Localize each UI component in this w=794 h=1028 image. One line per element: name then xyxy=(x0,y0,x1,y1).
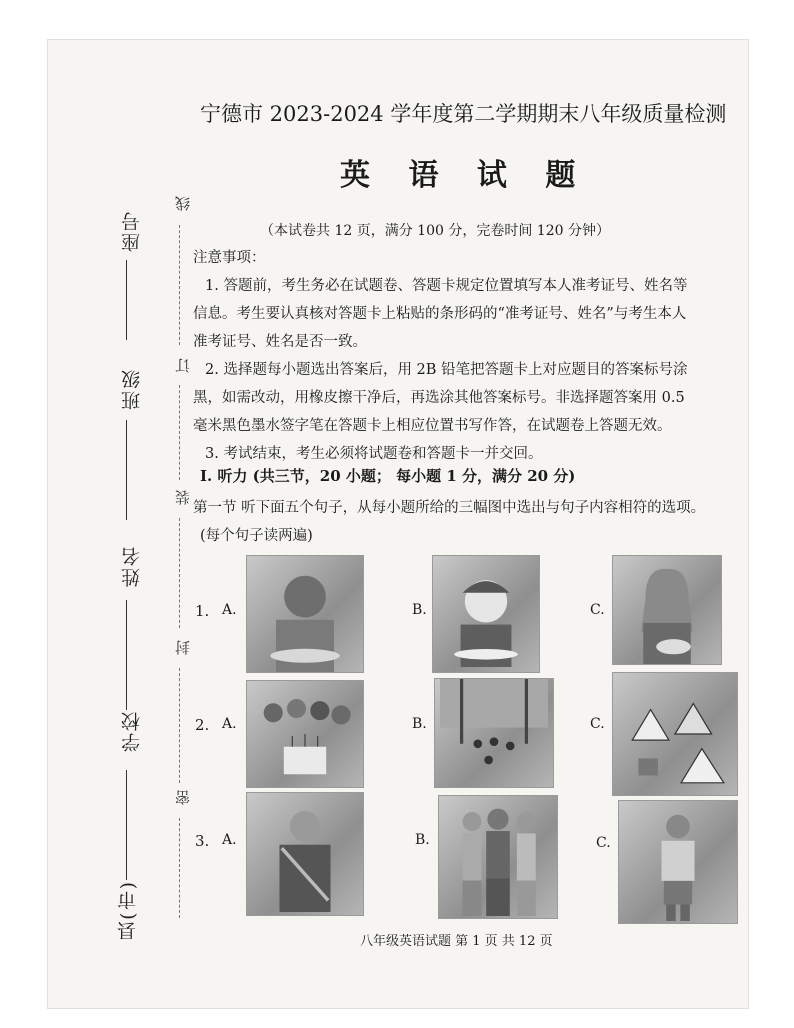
school-label: 学校 xyxy=(121,710,143,752)
listening-title: Ⅰ. 听力 (共三节，20 小题； 每小题 1 分，满分 20 分) xyxy=(200,467,576,485)
notice-item-2b: 黑，如需改动，用橡皮擦干净后，再选涂其他答案标号。非选择题答案用 0.5 xyxy=(193,390,685,406)
q1-option-b-image xyxy=(432,555,540,673)
seat-line xyxy=(126,260,127,340)
q2-option-b-image xyxy=(434,678,554,788)
seal-mark: 封 xyxy=(174,640,192,655)
paper-info: （本试卷共 12 页，满分 100 分，完卷时间 120 分钟） xyxy=(260,223,610,239)
option-c-label: C. xyxy=(590,716,605,732)
option-b-label: B. xyxy=(412,602,427,618)
gutter-dashed-2 xyxy=(179,385,181,480)
part1-note: (每个句子读两遍) xyxy=(200,528,313,544)
notice-item-1: 1. 答题前，考生务必在试题卷、答题卡规定位置填写本人准考证号、姓名等 xyxy=(205,278,688,294)
notice-item-1c: 准考证号、姓名是否一致。 xyxy=(193,334,367,350)
seat-label: 座号 xyxy=(121,210,143,252)
option-c-label: C. xyxy=(596,835,611,851)
q1-option-c-image xyxy=(612,555,722,665)
exam-subtitle: 英 语 试 题 xyxy=(340,158,590,193)
q3-option-c-image xyxy=(618,800,738,924)
class-line xyxy=(126,420,127,520)
question-number: 3. xyxy=(195,832,210,850)
name-line xyxy=(126,600,127,710)
gutter-dashed-3 xyxy=(179,518,181,628)
staple-mark: 装 xyxy=(174,490,192,505)
line-mark: 线 xyxy=(174,196,192,211)
class-label: 班级 xyxy=(121,368,143,410)
option-a-label: A. xyxy=(222,832,237,848)
notice-item-2: 2. 选择题每小题选出答案后，用 2B 铅笔把答题卡上对应题目的答案标号涂 xyxy=(205,362,688,378)
name-label: 姓名 xyxy=(121,545,143,587)
q3-option-a-image xyxy=(246,792,364,916)
q2-option-a-image xyxy=(246,680,364,788)
question-number: 1. xyxy=(195,602,210,620)
q2-option-c-image xyxy=(612,672,738,796)
notice-item-2c: 毫米黑色墨水签字笔在答题卡上相应位置书写作答，在试题卷上答题无效。 xyxy=(193,418,672,434)
notice-item-3: 3. 考试结束，考生必须将试题卷和答题卡一并交回。 xyxy=(205,446,543,462)
option-a-label: A. xyxy=(222,716,237,732)
gutter-dashed-5 xyxy=(179,818,181,918)
q1-option-a-image xyxy=(246,555,364,673)
option-b-label: B. xyxy=(412,716,427,732)
gutter-dashed-4 xyxy=(179,668,181,783)
option-a-label: A. xyxy=(222,602,237,618)
exam-title: 宁德市 2023-2024 学年度第二学期期末八年级质量检测 xyxy=(200,102,727,126)
notice-heading: 注意事项： xyxy=(193,250,266,266)
q3-option-b-image xyxy=(438,795,558,919)
option-c-label: C. xyxy=(590,602,605,618)
secret-mark: 密 xyxy=(174,790,192,805)
page-footer: 八年级英语试题 第 1 页 共 12 页 xyxy=(360,934,553,949)
question-number: 2. xyxy=(195,716,210,734)
bind-mark: 订 xyxy=(174,358,192,373)
notice-item-1b: 信息。考生要认真核对答题卡上粘贴的条形码的“准考证号、姓名”与考生本人 xyxy=(193,306,687,322)
school-line xyxy=(126,770,127,880)
option-b-label: B. xyxy=(415,832,430,848)
county-label: 县(市) xyxy=(117,880,139,941)
gutter-dashed-1 xyxy=(179,225,181,345)
part1-instruction: 第一节 听下面五个句子，从每小题所给的三幅图中选出与句子内容相符的选项。 xyxy=(193,500,706,516)
